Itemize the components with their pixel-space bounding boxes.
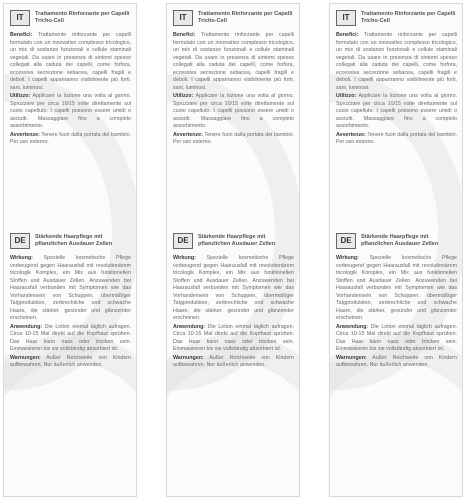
utilizzo-text: Applicare la lozione una volta al giorno. Spruzzare per circa 10/15 volte direttamente sul cuoio capelluto. I capelli possono essere umidi o asciutti. Massaggiare fino a completo assorbimento. [336, 93, 457, 130]
utilizzo-paragraph [336, 93, 457, 131]
warnungen-text: Außer Reichweite von Kindern aufbewahren. Nur äußerlich anwenden. [173, 354, 294, 369]
anwendung-label: Anwendung: [336, 323, 369, 330]
product-title: Stärkende Haarpflege mit pflanzlichen Ausdauer Zellen [35, 234, 113, 247]
warnungen-label: Warnungen: [173, 354, 204, 361]
utilizzo-label: Utilizzo: [10, 93, 31, 100]
wirkung-paragraph [10, 255, 131, 323]
product-title: Trattamento Rinforzante per Capelli Tricho-Cell [198, 11, 293, 24]
benefici-label: Benefici: [10, 32, 33, 38]
label-strip [329, 3, 463, 497]
avvertenze-paragraph [173, 132, 294, 147]
section-header [10, 233, 131, 249]
italian-section [10, 10, 131, 148]
anwendung-paragraph [336, 324, 457, 354]
language-badge: DE [173, 233, 193, 249]
avvertenze-label: Avvertenze: [10, 131, 40, 138]
avvertenze-text: Tenere fuori dalla portata dei bambini. Per uso esterno. [173, 131, 294, 146]
utilizzo-text: Applicare la lozione una volta al giorno. Spruzzare per circa 10/15 volte direttamente sul cuoio capelluto. I capelli possono essere umidi o asciutti. Massaggiare fino a completo assorbimento. [10, 93, 131, 130]
utilizzo-text: Applicare la lozione una volta al giorno. Spruzzare per circa 10/15 volte direttamente sul cuoio capelluto. I capelli possono essere umidi o asciutti. Massaggiare fino a completo assorbimento. [173, 93, 294, 130]
italian-section [336, 10, 457, 148]
label-strip [166, 3, 300, 497]
utilizzo-label: Utilizzo: [336, 93, 357, 100]
product-title: Stärkende Haarpflege mit pflanzlichen Ausdauer Zellen [361, 234, 439, 247]
benefici-paragraph [336, 32, 457, 92]
german-section [10, 233, 131, 371]
warnungen-text: Außer Reichweite von Kindern aufbewahren. Nur äußerlich anwenden. [336, 354, 457, 369]
wirkung-text: Spezielle kosmetische Pflege vorbeugend gegen Haarausfall mit revolutionärem tricologik Komplex, ein Mix aus funktionellen Stoffen und Ausdauer Zellen. Anzuwenden bei Haarausfall verbunden mit Symptomen wie das Vorhandensein von Schuppen, übermäßiger Talgproduktion, zerbrechliche und schwache Haare, die stärker, gesünder und glänzender erscheinen. [10, 255, 131, 322]
language-badge: IT [173, 10, 193, 26]
german-section [173, 233, 294, 371]
benefici-text: Trattamento rinforzante per capelli formulato con un innovativo complesso tricologico, un mix di sostanze funzionali e cellule staminali vegetali. Da usare in presenza di sintomi spesso collegati alla caduta dei capelli, come forfora, eccessiva secrezione sebacea, capelli fragili e deboli. I capelli appariranno visibilmente più forti, sani, luminosi. [173, 32, 294, 91]
utilizzo-label: Utilizzo: [173, 93, 194, 100]
wirkung-label: Wirkung: [173, 255, 196, 261]
avvertenze-label: Avvertenze: [336, 131, 366, 138]
wirkung-text: Spezielle kosmetische Pflege vorbeugend gegen Haarausfall mit revolutionärem tricologik Komplex, ein Mix aus funktionellen Stoffen und Ausdauer Zellen. Anzuwenden bei Haarausfall verbunden mit Symptomen wie das Vorhandensein von Schuppen, übermäßiger Talgproduktion, zerbrechliche und schwache Haare, die stärker, gesünder und glänzender erscheinen. [173, 255, 294, 322]
section-header [336, 10, 457, 26]
language-badge: DE [336, 233, 356, 249]
anwendung-paragraph [173, 324, 294, 354]
benefici-paragraph [10, 32, 131, 92]
anwendung-text: Die Lotion einmal täglich aufragen. Circa 10-15 Mal direkt auf die Kopfhaut sprühen. Das Haar kann nass oder trocken sein. Einmassieren bis sie vollständig absorbiert ist. [336, 323, 457, 353]
section-header [10, 10, 131, 26]
wirkung-text: Spezielle kosmetische Pflege vorbeugend gegen Haarausfall mit revolutionärem tricologik Komplex, ein Mix aus funktionellen Stoffen und Ausdauer Zellen. Anzuwenden bei Haarausfall verbunden mit Symptomen wie das Vorhandensein von Schuppen, übermäßiger Talgproduktion, zerbrechliche und schwache Haare, die stärker, gesünder und glänzender erscheinen. [336, 255, 457, 322]
product-title: Stärkende Haarpflege mit pflanzlichen Ausdauer Zellen [198, 234, 276, 247]
warnungen-paragraph [10, 355, 131, 370]
utilizzo-paragraph [10, 93, 131, 131]
avvertenze-text: Tenere fuori dalla portata dei bambini. Per uso esterno. [10, 131, 131, 146]
anwendung-label: Anwendung: [10, 323, 43, 330]
german-section [336, 233, 457, 371]
italian-section [173, 10, 294, 148]
anwendung-label: Anwendung: [173, 323, 206, 330]
avvertenze-paragraph [336, 132, 457, 147]
avvertenze-text: Tenere fuori dalla portata dei bambini. Per uso esterno. [336, 131, 457, 146]
wirkung-paragraph [336, 255, 457, 323]
section-header [173, 233, 294, 249]
avvertenze-label: Avvertenze: [173, 131, 203, 138]
benefici-label: Benefici: [173, 32, 196, 38]
benefici-label: Benefici: [336, 32, 359, 38]
warnungen-paragraph [173, 355, 294, 370]
avvertenze-paragraph [10, 132, 131, 147]
benefici-text: Trattamento rinforzante per capelli formulato con un innovativo complesso tricologico, un mix di sostanze funzionali e cellule staminali vegetali. Da usare in presenza di sintomi spesso collegati alla caduta dei capelli, come forfora, eccessiva secrezione sebacea, capelli fragili e deboli. I capelli appariranno visibilmente più forti, sani, luminosi. [10, 32, 131, 91]
language-badge: IT [336, 10, 356, 26]
warnungen-text: Außer Reichweite von Kindern aufbewahren. Nur äußerlich anwenden. [10, 354, 131, 369]
section-header [336, 233, 457, 249]
product-title: Trattamento Rinforzante per Capelli Tricho-Cell [361, 11, 456, 24]
benefici-paragraph [173, 32, 294, 92]
section-header [173, 10, 294, 26]
language-badge: IT [10, 10, 30, 26]
language-badge: DE [10, 233, 30, 249]
wirkung-paragraph [173, 255, 294, 323]
warnungen-paragraph [336, 355, 457, 370]
utilizzo-paragraph [173, 93, 294, 131]
anwendung-text: Die Lotion einmal täglich aufragen. Circa 10-15 Mal direkt auf die Kopfhaut sprühen. Das Haar kann nass oder trocken sein. Einmassieren bis sie vollständig absorbiert ist. [10, 323, 131, 353]
warnungen-label: Warnungen: [10, 354, 41, 361]
warnungen-label: Warnungen: [336, 354, 367, 361]
product-title: Trattamento Rinforzante per Capelli Tricho-Cell [35, 11, 130, 24]
benefici-text: Trattamento rinforzante per capelli formulato con un innovativo complesso tricologico, un mix di sostanze funzionali e cellule staminali vegetali. Da usare in presenza di sintomi spesso collegati alla caduta dei capelli, come forfora, eccessiva secrezione sebacea, capelli fragili e deboli. I capelli appariranno visibilmente più forti, sani, luminosi. [336, 32, 457, 91]
anwendung-paragraph [10, 324, 131, 354]
wirkung-label: Wirkung: [336, 255, 359, 261]
anwendung-text: Die Lotion einmal täglich aufragen. Circa 10-15 Mal direkt auf die Kopfhaut sprühen. Das Haar kann nass oder trocken sein. Einmassieren bis sie vollständig absorbiert ist. [173, 323, 294, 353]
label-strip [3, 3, 137, 497]
wirkung-label: Wirkung: [10, 255, 33, 261]
